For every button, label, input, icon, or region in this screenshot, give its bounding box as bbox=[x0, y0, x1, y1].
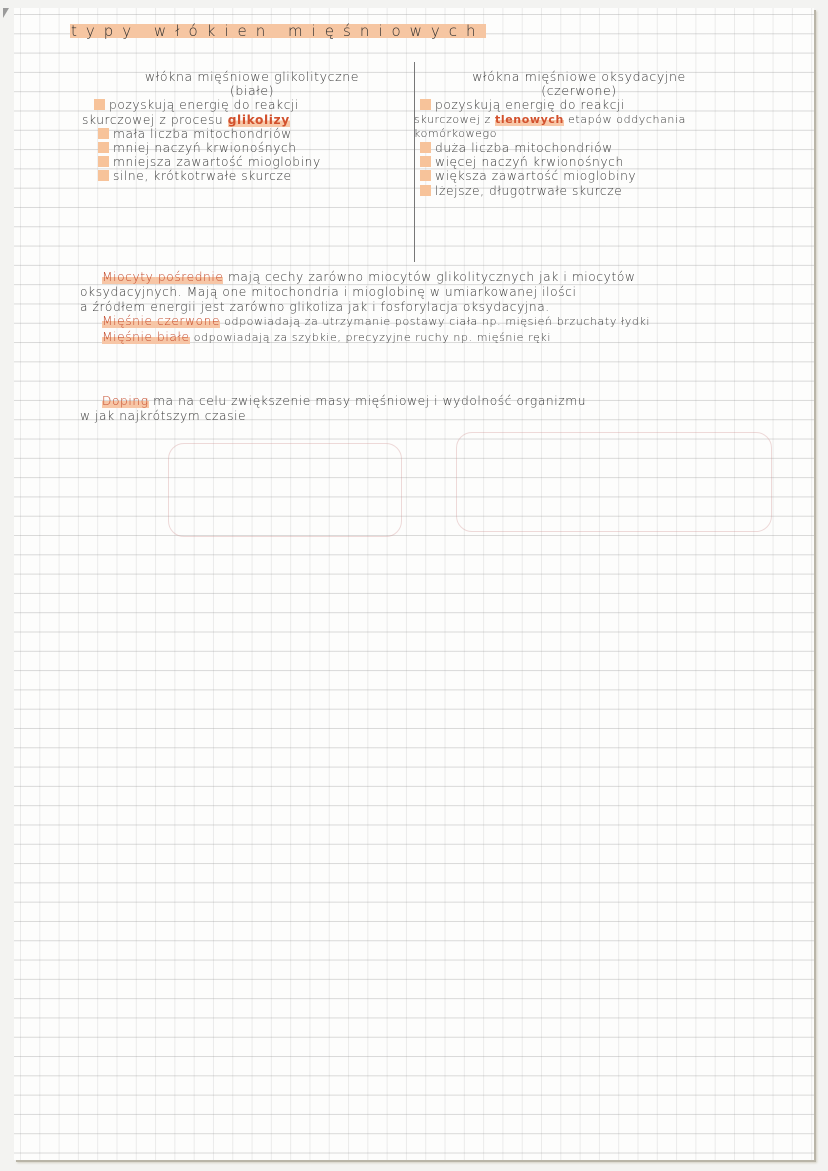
list-item-continuation: skurczowej z procesu glikolizy bbox=[82, 112, 290, 127]
bullet-square-icon bbox=[420, 185, 431, 196]
list-item: pozyskują energię do reakcji bbox=[94, 98, 402, 112]
intermediate-myocytes-paragraph: Miocyty pośrednie mają cechy zarówno miocytów glikolitycznych jak i miocytów oksydacyjnych. Mają one mitochondria i mioglobinę w umiarkowanej ilości a źródłem energii jest zarówno glikoliza jak i fosforylacja oksydacyjna. Mięśnie czerwone odpowiadają za utrzymanie postawy ciała np. mięsień brzuchaty łydki Mięśnie białe odpowiadają za szybkie, precyzyjne ruchy np. mięśnie ręki bbox=[80, 270, 651, 345]
oxidative-heading: włókna mięśniowe oksydacyjne (czerwone) bbox=[472, 69, 686, 99]
faint-box-right bbox=[456, 432, 772, 532]
highlight-glycolysis: glikolizy bbox=[227, 112, 290, 127]
term-red-muscles: Mięśnie czerwone bbox=[102, 314, 221, 329]
list-item: pozyskują energię do reakcji bbox=[420, 98, 744, 112]
bullet-square-icon bbox=[94, 99, 105, 110]
list-item: silne, krótkotrwałe skurcze bbox=[98, 169, 402, 183]
list-item-continuation: komórkowego bbox=[414, 126, 498, 140]
bullet-square-icon bbox=[420, 142, 431, 153]
term-intermediate-myocytes: Miocyty pośrednie bbox=[102, 270, 224, 284]
oxidative-fibers-column bbox=[414, 70, 744, 198]
list-item: duża liczba mitochondriów bbox=[420, 141, 744, 155]
notebook-page bbox=[14, 8, 814, 1160]
list-item-continuation: skurczowej z tlenowych etapów oddychania bbox=[414, 112, 686, 126]
page-title bbox=[70, 22, 486, 40]
faint-box-left bbox=[168, 443, 402, 537]
term-doping: Doping bbox=[102, 394, 149, 408]
glycolytic-fibers-column bbox=[82, 69, 402, 184]
list-item: mniej naczyń krwionośnych bbox=[98, 141, 402, 155]
glycolytic-heading: włókna mięśniowe glikolityczne (białe) bbox=[144, 69, 360, 99]
bullet-square-icon bbox=[420, 170, 431, 181]
list-item: większa zawartość mioglobiny bbox=[420, 169, 744, 183]
list-item: więcej naczyń krwionośnych bbox=[420, 155, 744, 169]
list-item: lżejsze, długotrwałe skurcze bbox=[420, 184, 744, 198]
term-white-muscles: Mięśnie białe bbox=[102, 330, 190, 345]
bullet-square-icon bbox=[98, 156, 109, 167]
doping-paragraph: Doping ma na celu zwiększenie masy mięśniowej i wydolność organizmu w jak najkrótszym czasie bbox=[80, 394, 587, 423]
bullet-square-icon bbox=[420, 99, 431, 110]
list-item: mała liczba mitochondriów bbox=[98, 127, 402, 141]
bullet-square-icon bbox=[420, 156, 431, 167]
bullet-square-icon bbox=[98, 128, 109, 139]
page-corner-mark bbox=[3, 8, 9, 18]
bullet-square-icon bbox=[98, 142, 109, 153]
highlight-aerobic: tlenowych bbox=[494, 112, 564, 126]
list-item: mniejsza zawartość mioglobiny bbox=[98, 155, 402, 169]
bullet-square-icon bbox=[98, 170, 109, 181]
page-title-text: typy włókien mięśniowych bbox=[71, 22, 485, 40]
